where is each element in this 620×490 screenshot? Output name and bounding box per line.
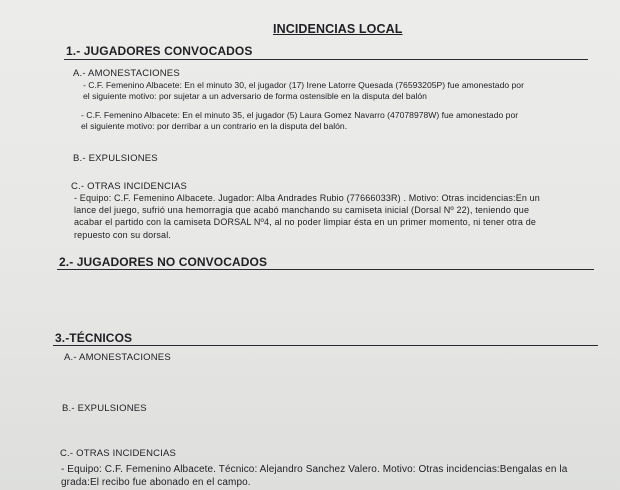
document-title: INCIDENCIAS LOCAL	[273, 22, 403, 36]
s1-otras-line: repuesto con su dorsal.	[74, 229, 172, 240]
s3-expulsiones-heading: B.- EXPULSIONES	[62, 403, 147, 414]
section-1-rule	[64, 59, 588, 60]
s1-expulsiones-heading: B.- EXPULSIONES	[73, 153, 158, 164]
s1-otras-line: lance del juego, sufrió una hemorragia que acabó manchando su camiseta inicial (Dorsal Nº 22), teniendo que	[74, 205, 530, 216]
s3-otras-heading: C.- OTRAS INCIDENCIAS	[60, 448, 177, 459]
s3-otras-line: grada:El recibo fue abonado en el campo.	[61, 476, 251, 488]
section-2-rule	[57, 269, 594, 270]
s1-amonestacion-entry	[83, 80, 524, 102]
section-3-rule	[53, 345, 598, 346]
s1-otras-line: acabar el partido con la camiseta DORSAL Nº4, al no poder limpiar ésta en un primer momento, ni tener otra de	[74, 217, 537, 228]
s1-otras-heading: C.- OTRAS INCIDENCIAS	[71, 181, 188, 192]
s3-otras-line: - Equipo: C.F. Femenino Albacete. Técnico: Alejandro Sanchez Valero. Motivo: Otras incidencias:Bengalas en la	[61, 464, 568, 475]
s3-amonestaciones-heading: A.- AMONESTACIONES	[64, 352, 171, 363]
s1-amonestacion-entry	[81, 110, 518, 132]
s1-otras-line: - Equipo: C.F. Femenino Albacete. Jugador: Alba Andrades Rubio (77666033R) . Motivo: Otras incidencias:En un	[74, 193, 540, 203]
s1-amonestacion-line: - C.F. Femenino Albacete: En el minuto 35, el jugador (5) Laura Gomez Navarro (47078978W) fue amonestado por	[81, 110, 519, 120]
section-3-heading: 3.-TÉCNICOS	[55, 331, 133, 345]
s1-amonestacion-line: el siguiente motivo: por derribar a un contrario en la disputa del balón.	[81, 121, 348, 131]
s3-otras-text	[61, 464, 567, 489]
s1-otras-text	[74, 192, 540, 241]
s1-amonestacion-line: el siguiente motivo: por sujetar a un adversario de forma ostensible en la disputa del balón	[83, 91, 427, 101]
s1-amonestacion-line: - C.F. Femenino Albacete: En el minuto 30, el jugador (17) Irene Latorre Quesada (76593205P) fue amonestado por	[83, 80, 524, 90]
section-2-heading: 2.- JUGADORES NO CONVOCADOS	[59, 255, 268, 269]
s1-amonestaciones-heading: A.- AMONESTACIONES	[73, 68, 180, 79]
section-1-heading: 1.- JUGADORES CONVOCADOS	[66, 44, 253, 58]
